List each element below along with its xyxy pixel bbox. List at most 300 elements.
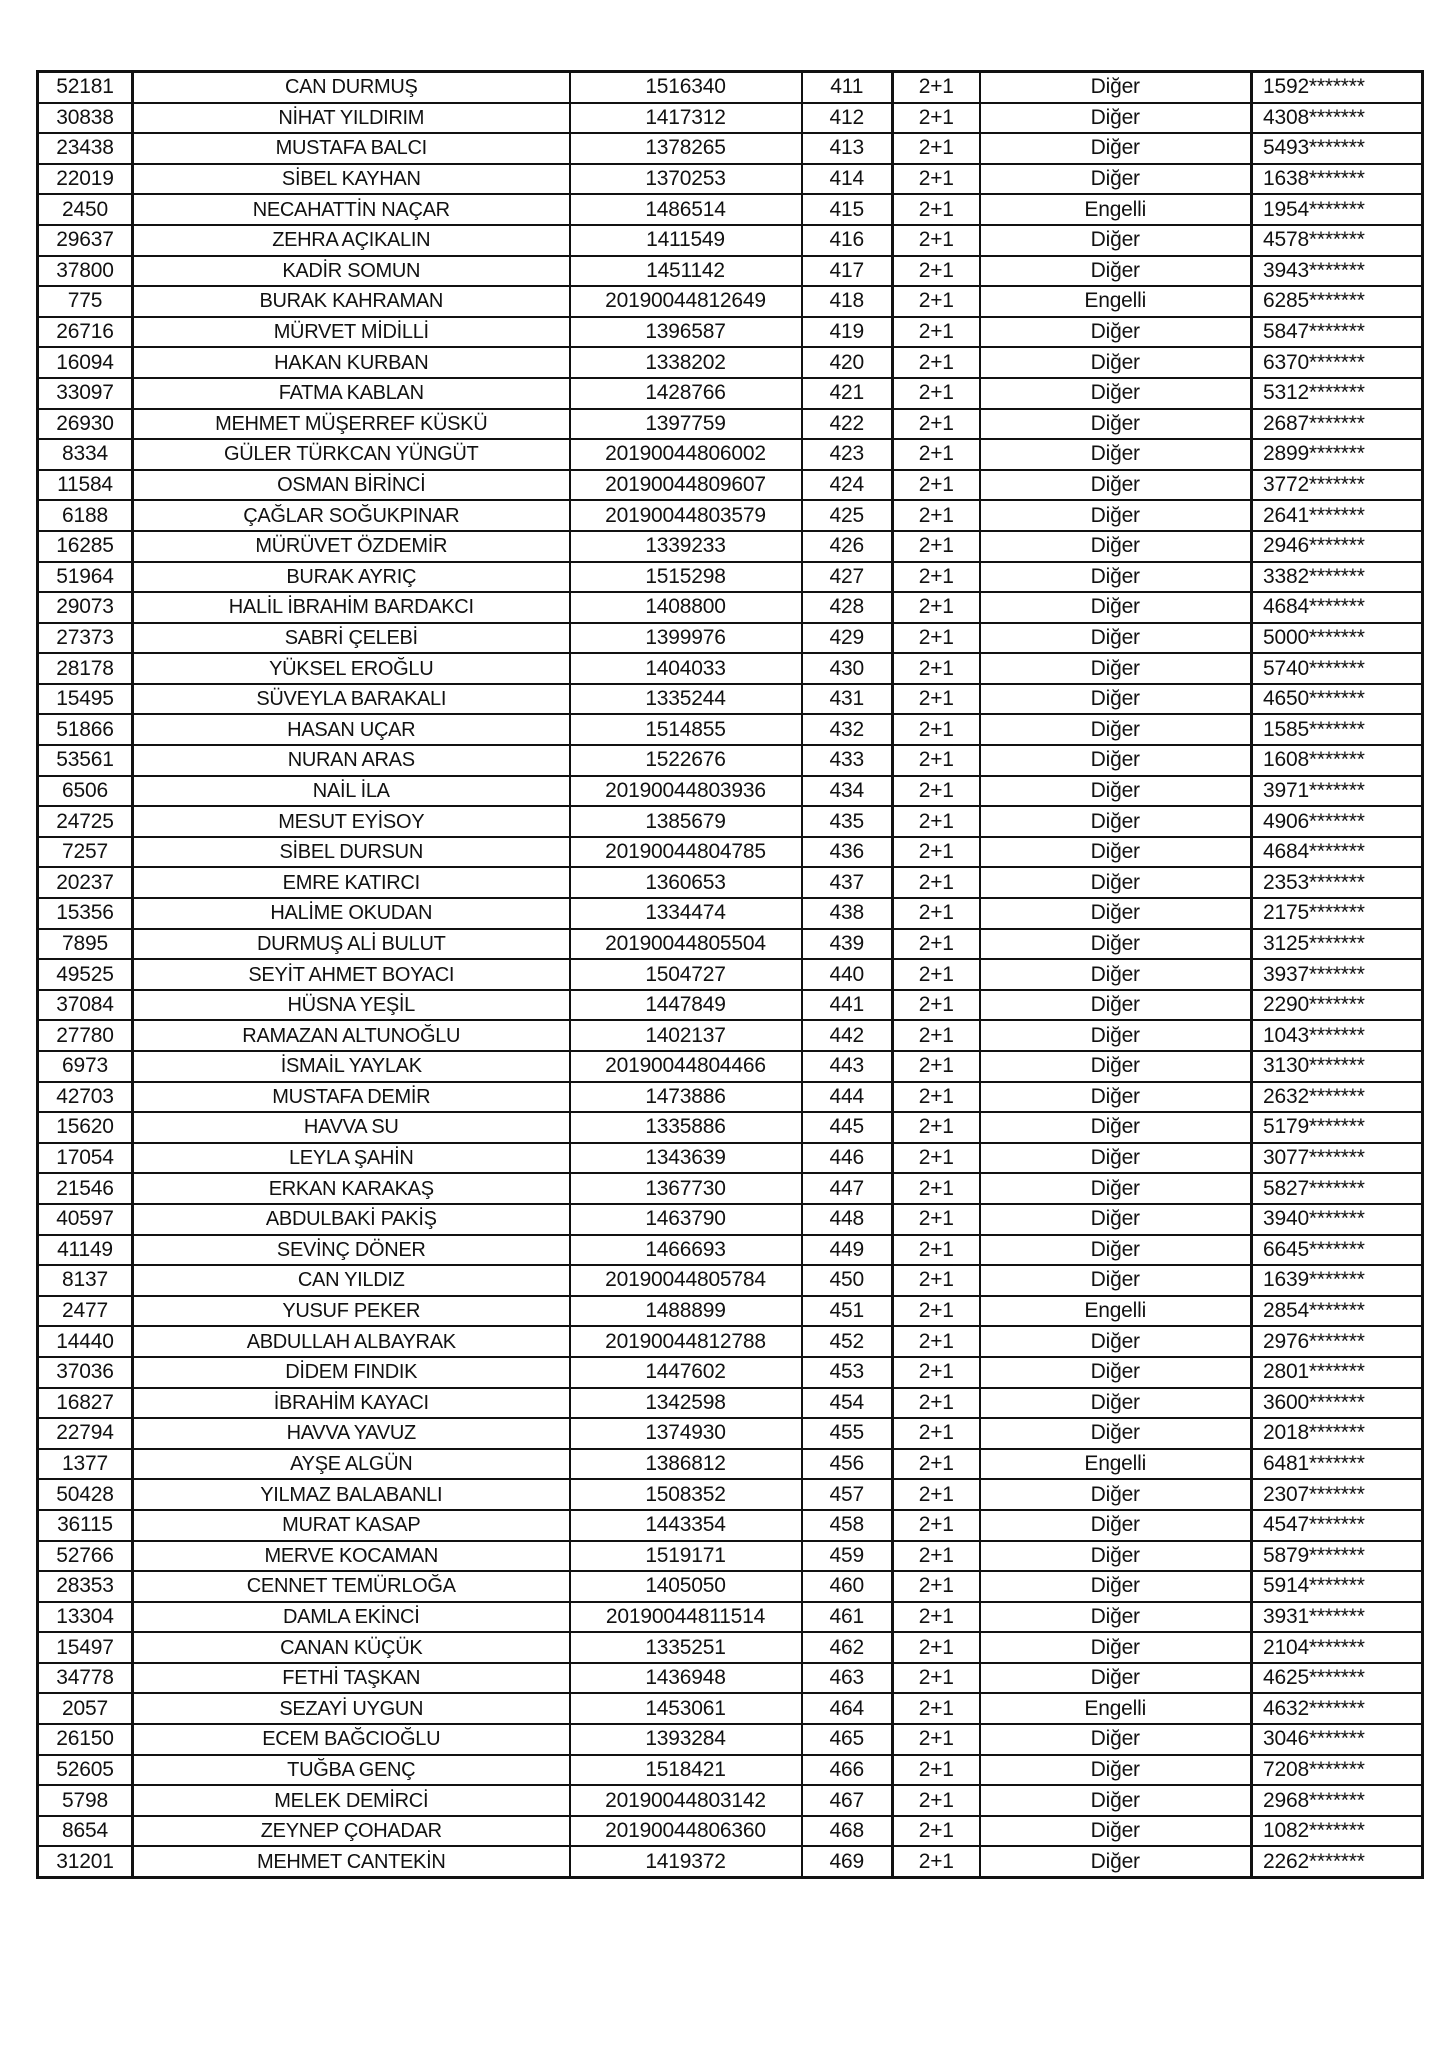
table-row: [38, 1143, 1423, 1174]
unit-number-cell: 412: [802, 103, 893, 134]
name-cell: ZEHRA AÇIKALIN: [133, 225, 570, 256]
unit-number-cell: 442: [802, 1020, 893, 1051]
category-cell: Diğer: [980, 1143, 1252, 1174]
table-row: [38, 653, 1423, 684]
application-number-cell: 1334474: [570, 898, 802, 929]
masked-id-cell: 2801*******: [1252, 1357, 1423, 1388]
unit-type-cell: 2+1: [893, 837, 980, 868]
masked-id-cell: 5914*******: [1252, 1571, 1423, 1602]
row-number-cell: 37084: [38, 990, 133, 1021]
category-cell: Diğer: [980, 959, 1252, 990]
masked-id-cell: 6285*******: [1252, 286, 1423, 317]
row-number-cell: 23438: [38, 133, 133, 164]
application-number-cell: 1516340: [570, 72, 802, 103]
unit-type-cell: 2+1: [893, 286, 980, 317]
unit-number-cell: 433: [802, 745, 893, 776]
name-cell: NURAN ARAS: [133, 745, 570, 776]
unit-type-cell: 2+1: [893, 1724, 980, 1755]
unit-number-cell: 413: [802, 133, 893, 164]
table-row: [38, 592, 1423, 623]
row-number-cell: 8654: [38, 1816, 133, 1847]
application-number-cell: 20190044804466: [570, 1051, 802, 1082]
table-row: [38, 133, 1423, 164]
application-number-cell: 20190044811514: [570, 1602, 802, 1633]
category-cell: Diğer: [980, 1724, 1252, 1755]
category-cell: Diğer: [980, 898, 1252, 929]
category-cell: Diğer: [980, 1265, 1252, 1296]
row-number-cell: 775: [38, 286, 133, 317]
unit-number-cell: 466: [802, 1755, 893, 1786]
masked-id-cell: 4625*******: [1252, 1663, 1423, 1694]
unit-type-cell: 2+1: [893, 745, 980, 776]
application-number-cell: 1335244: [570, 684, 802, 715]
masked-id-cell: 7208*******: [1252, 1755, 1423, 1786]
unit-number-cell: 465: [802, 1724, 893, 1755]
masked-id-cell: 1639*******: [1252, 1265, 1423, 1296]
row-number-cell: 2057: [38, 1693, 133, 1724]
masked-id-cell: 3125*******: [1252, 929, 1423, 960]
row-number-cell: 7895: [38, 929, 133, 960]
masked-id-cell: 6481*******: [1252, 1449, 1423, 1480]
table-row: [38, 1816, 1423, 1847]
masked-id-cell: 3046*******: [1252, 1724, 1423, 1755]
unit-type-cell: 2+1: [893, 164, 980, 195]
table-row: [38, 1082, 1423, 1113]
masked-id-cell: 2899*******: [1252, 439, 1423, 470]
row-number-cell: 22794: [38, 1418, 133, 1449]
row-number-cell: 50428: [38, 1479, 133, 1510]
unit-type-cell: 2+1: [893, 929, 980, 960]
name-cell: LEYLA ŞAHİN: [133, 1143, 570, 1174]
unit-type-cell: 2+1: [893, 256, 980, 287]
unit-number-cell: 469: [802, 1846, 893, 1877]
name-cell: CANAN KÜÇÜK: [133, 1632, 570, 1663]
table-row: [38, 225, 1423, 256]
category-cell: Diğer: [980, 1204, 1252, 1235]
category-cell: Engelli: [980, 1449, 1252, 1480]
application-number-cell: 1473886: [570, 1082, 802, 1113]
category-cell: Engelli: [980, 194, 1252, 225]
application-number-cell: 1428766: [570, 378, 802, 409]
application-number-cell: 1522676: [570, 745, 802, 776]
masked-id-cell: 3130*******: [1252, 1051, 1423, 1082]
table-row: [38, 990, 1423, 1021]
application-number-cell: 20190044803142: [570, 1785, 802, 1816]
unit-type-cell: 2+1: [893, 72, 980, 103]
masked-id-cell: 2018*******: [1252, 1418, 1423, 1449]
table-row: [38, 837, 1423, 868]
masked-id-cell: 2353*******: [1252, 867, 1423, 898]
masked-id-cell: 3600*******: [1252, 1388, 1423, 1419]
unit-type-cell: 2+1: [893, 1204, 980, 1235]
masked-id-cell: 5493*******: [1252, 133, 1423, 164]
table-row: [38, 1785, 1423, 1816]
name-cell: GÜLER TÜRKCAN YÜNGÜT: [133, 439, 570, 470]
row-number-cell: 6188: [38, 500, 133, 531]
row-number-cell: 16827: [38, 1388, 133, 1419]
name-cell: SİBEL KAYHAN: [133, 164, 570, 195]
row-number-cell: 22019: [38, 164, 133, 195]
row-number-cell: 41149: [38, 1235, 133, 1266]
category-cell: Diğer: [980, 1020, 1252, 1051]
category-cell: Diğer: [980, 133, 1252, 164]
row-number-cell: 34778: [38, 1663, 133, 1694]
row-number-cell: 20237: [38, 867, 133, 898]
row-number-cell: 26930: [38, 409, 133, 440]
name-cell: MUSTAFA DEMİR: [133, 1082, 570, 1113]
row-number-cell: 27373: [38, 623, 133, 654]
masked-id-cell: 6645*******: [1252, 1235, 1423, 1266]
masked-id-cell: 3940*******: [1252, 1204, 1423, 1235]
unit-type-cell: 2+1: [893, 684, 980, 715]
table-row: [38, 1051, 1423, 1082]
unit-number-cell: 444: [802, 1082, 893, 1113]
masked-id-cell: 2854*******: [1252, 1296, 1423, 1327]
application-number-cell: 1343639: [570, 1143, 802, 1174]
application-number-cell: 1338202: [570, 347, 802, 378]
unit-type-cell: 2+1: [893, 1479, 980, 1510]
unit-type-cell: 2+1: [893, 714, 980, 745]
table-row: [38, 1663, 1423, 1694]
unit-number-cell: 434: [802, 776, 893, 807]
table-body: [38, 72, 1423, 1878]
application-number-cell: 1515298: [570, 562, 802, 593]
application-number-cell: 1378265: [570, 133, 802, 164]
category-cell: Diğer: [980, 1112, 1252, 1143]
name-cell: DURMUŞ ALİ BULUT: [133, 929, 570, 960]
unit-number-cell: 426: [802, 531, 893, 562]
category-cell: Diğer: [980, 164, 1252, 195]
unit-number-cell: 468: [802, 1816, 893, 1847]
application-number-cell: 1335251: [570, 1632, 802, 1663]
unit-number-cell: 439: [802, 929, 893, 960]
category-cell: Diğer: [980, 72, 1252, 103]
application-number-cell: 20190044803936: [570, 776, 802, 807]
name-cell: BURAK KAHRAMAN: [133, 286, 570, 317]
table-row: [38, 256, 1423, 287]
masked-id-cell: 5000*******: [1252, 623, 1423, 654]
unit-type-cell: 2+1: [893, 225, 980, 256]
masked-id-cell: 2946*******: [1252, 531, 1423, 562]
masked-id-cell: 2687*******: [1252, 409, 1423, 440]
masked-id-cell: 4632*******: [1252, 1693, 1423, 1724]
row-number-cell: 28178: [38, 653, 133, 684]
unit-type-cell: 2+1: [893, 1265, 980, 1296]
category-cell: Diğer: [980, 1235, 1252, 1266]
masked-id-cell: 1954*******: [1252, 194, 1423, 225]
unit-type-cell: 2+1: [893, 1846, 980, 1877]
table-row: [38, 1204, 1423, 1235]
category-cell: Diğer: [980, 1632, 1252, 1663]
category-cell: Diğer: [980, 1357, 1252, 1388]
unit-type-cell: 2+1: [893, 1541, 980, 1572]
name-cell: DAMLA EKİNCİ: [133, 1602, 570, 1633]
row-number-cell: 36115: [38, 1510, 133, 1541]
name-cell: HASAN UÇAR: [133, 714, 570, 745]
application-number-cell: 1385679: [570, 806, 802, 837]
category-cell: Engelli: [980, 1296, 1252, 1327]
unit-number-cell: 454: [802, 1388, 893, 1419]
masked-id-cell: 1638*******: [1252, 164, 1423, 195]
application-number-cell: 1514855: [570, 714, 802, 745]
masked-id-cell: 2968*******: [1252, 1785, 1423, 1816]
results-table: [36, 70, 1424, 1879]
name-cell: HAKAN KURBAN: [133, 347, 570, 378]
unit-number-cell: 456: [802, 1449, 893, 1480]
name-cell: CAN YILDIZ: [133, 1265, 570, 1296]
name-cell: ABDULLAH ALBAYRAK: [133, 1326, 570, 1357]
category-cell: Diğer: [980, 1571, 1252, 1602]
table-row: [38, 1602, 1423, 1633]
unit-number-cell: 437: [802, 867, 893, 898]
table-row: [38, 684, 1423, 715]
masked-id-cell: 1585*******: [1252, 714, 1423, 745]
unit-type-cell: 2+1: [893, 1357, 980, 1388]
application-number-cell: 1419372: [570, 1846, 802, 1877]
table-row: [38, 1449, 1423, 1480]
unit-number-cell: 436: [802, 837, 893, 868]
masked-id-cell: 1592*******: [1252, 72, 1423, 103]
unit-type-cell: 2+1: [893, 1020, 980, 1051]
unit-type-cell: 2+1: [893, 1143, 980, 1174]
category-cell: Diğer: [980, 1388, 1252, 1419]
unit-type-cell: 2+1: [893, 1816, 980, 1847]
row-number-cell: 5798: [38, 1785, 133, 1816]
table-row: [38, 194, 1423, 225]
unit-type-cell: 2+1: [893, 1296, 980, 1327]
unit-number-cell: 449: [802, 1235, 893, 1266]
table-row: [38, 959, 1423, 990]
unit-number-cell: 418: [802, 286, 893, 317]
application-number-cell: 1463790: [570, 1204, 802, 1235]
table-row: [38, 898, 1423, 929]
unit-number-cell: 460: [802, 1571, 893, 1602]
application-number-cell: 1396587: [570, 317, 802, 348]
table-row: [38, 317, 1423, 348]
table-row: [38, 378, 1423, 409]
row-number-cell: 42703: [38, 1082, 133, 1113]
table-row: [38, 1846, 1423, 1877]
unit-number-cell: 416: [802, 225, 893, 256]
table-row: [38, 776, 1423, 807]
application-number-cell: 1417312: [570, 103, 802, 134]
category-cell: Diğer: [980, 347, 1252, 378]
name-cell: İSMAİL YAYLAK: [133, 1051, 570, 1082]
application-number-cell: 1360653: [570, 867, 802, 898]
application-number-cell: 1339233: [570, 531, 802, 562]
name-cell: DİDEM FINDIK: [133, 1357, 570, 1388]
masked-id-cell: 4684*******: [1252, 837, 1423, 868]
name-cell: ABDULBAKİ PAKİŞ: [133, 1204, 570, 1235]
unit-number-cell: 448: [802, 1204, 893, 1235]
row-number-cell: 15495: [38, 684, 133, 715]
unit-number-cell: 425: [802, 500, 893, 531]
row-number-cell: 52605: [38, 1755, 133, 1786]
name-cell: BURAK AYRIÇ: [133, 562, 570, 593]
application-number-cell: 1453061: [570, 1693, 802, 1724]
category-cell: Diğer: [980, 470, 1252, 501]
category-cell: Diğer: [980, 1510, 1252, 1541]
unit-type-cell: 2+1: [893, 1602, 980, 1633]
row-number-cell: 51866: [38, 714, 133, 745]
name-cell: SÜVEYLA BARAKALI: [133, 684, 570, 715]
unit-type-cell: 2+1: [893, 1785, 980, 1816]
application-number-cell: 1402137: [570, 1020, 802, 1051]
unit-type-cell: 2+1: [893, 103, 980, 134]
table-row: [38, 1724, 1423, 1755]
unit-number-cell: 458: [802, 1510, 893, 1541]
category-cell: Diğer: [980, 409, 1252, 440]
unit-type-cell: 2+1: [893, 1051, 980, 1082]
unit-type-cell: 2+1: [893, 409, 980, 440]
name-cell: OSMAN BİRİNCİ: [133, 470, 570, 501]
name-cell: SİBEL DURSUN: [133, 837, 570, 868]
application-number-cell: 1374930: [570, 1418, 802, 1449]
table-row: [38, 1632, 1423, 1663]
category-cell: Diğer: [980, 1326, 1252, 1357]
unit-type-cell: 2+1: [893, 1663, 980, 1694]
name-cell: MÜRVET MİDİLLİ: [133, 317, 570, 348]
unit-number-cell: 431: [802, 684, 893, 715]
name-cell: MUSTAFA BALCI: [133, 133, 570, 164]
name-cell: ZEYNEP ÇOHADAR: [133, 1816, 570, 1847]
category-cell: Diğer: [980, 867, 1252, 898]
row-number-cell: 52181: [38, 72, 133, 103]
category-cell: Diğer: [980, 684, 1252, 715]
unit-number-cell: 464: [802, 1693, 893, 1724]
table-row: [38, 164, 1423, 195]
table-row: [38, 806, 1423, 837]
unit-number-cell: 467: [802, 1785, 893, 1816]
name-cell: FETHİ TAŞKAN: [133, 1663, 570, 1694]
table-row: [38, 1296, 1423, 1327]
masked-id-cell: 3382*******: [1252, 562, 1423, 593]
table-row: [38, 1326, 1423, 1357]
application-number-cell: 20190044806002: [570, 439, 802, 470]
unit-number-cell: 450: [802, 1265, 893, 1296]
category-cell: Diğer: [980, 562, 1252, 593]
category-cell: Diğer: [980, 317, 1252, 348]
unit-number-cell: 411: [802, 72, 893, 103]
table-row: [38, 1571, 1423, 1602]
category-cell: Diğer: [980, 592, 1252, 623]
category-cell: Diğer: [980, 837, 1252, 868]
row-number-cell: 2450: [38, 194, 133, 225]
unit-number-cell: 441: [802, 990, 893, 1021]
category-cell: Diğer: [980, 1785, 1252, 1816]
application-number-cell: 20190044803579: [570, 500, 802, 531]
application-number-cell: 1367730: [570, 1173, 802, 1204]
masked-id-cell: 5879*******: [1252, 1541, 1423, 1572]
category-cell: Diğer: [980, 1663, 1252, 1694]
unit-number-cell: 415: [802, 194, 893, 225]
category-cell: Diğer: [980, 531, 1252, 562]
unit-type-cell: 2+1: [893, 562, 980, 593]
masked-id-cell: 3971*******: [1252, 776, 1423, 807]
table-row: [38, 929, 1423, 960]
table-row: [38, 1510, 1423, 1541]
unit-number-cell: 429: [802, 623, 893, 654]
row-number-cell: 11584: [38, 470, 133, 501]
application-number-cell: 1335886: [570, 1112, 802, 1143]
row-number-cell: 40597: [38, 1204, 133, 1235]
name-cell: ECEM BAĞCIOĞLU: [133, 1724, 570, 1755]
category-cell: Engelli: [980, 1693, 1252, 1724]
table-row: [38, 1541, 1423, 1572]
unit-number-cell: 452: [802, 1326, 893, 1357]
application-number-cell: 1443354: [570, 1510, 802, 1541]
application-number-cell: 1447602: [570, 1357, 802, 1388]
row-number-cell: 15620: [38, 1112, 133, 1143]
category-cell: Diğer: [980, 256, 1252, 287]
category-cell: Diğer: [980, 806, 1252, 837]
unit-number-cell: 457: [802, 1479, 893, 1510]
row-number-cell: 37800: [38, 256, 133, 287]
name-cell: ERKAN KARAKAŞ: [133, 1173, 570, 1204]
row-number-cell: 49525: [38, 959, 133, 990]
unit-type-cell: 2+1: [893, 1510, 980, 1541]
table-row: [38, 1418, 1423, 1449]
name-cell: ÇAĞLAR SOĞUKPINAR: [133, 500, 570, 531]
name-cell: CENNET TEMÜRLOĞA: [133, 1571, 570, 1602]
row-number-cell: 30838: [38, 103, 133, 134]
unit-number-cell: 451: [802, 1296, 893, 1327]
category-cell: Diğer: [980, 653, 1252, 684]
unit-number-cell: 463: [802, 1663, 893, 1694]
application-number-cell: 1404033: [570, 653, 802, 684]
name-cell: İBRAHİM KAYACI: [133, 1388, 570, 1419]
name-cell: MEHMET CANTEKİN: [133, 1846, 570, 1877]
application-number-cell: 1447849: [570, 990, 802, 1021]
name-cell: MESUT EYİSOY: [133, 806, 570, 837]
unit-number-cell: 422: [802, 409, 893, 440]
masked-id-cell: 2175*******: [1252, 898, 1423, 929]
unit-number-cell: 462: [802, 1632, 893, 1663]
unit-type-cell: 2+1: [893, 1326, 980, 1357]
category-cell: Diğer: [980, 1541, 1252, 1572]
masked-id-cell: 3772*******: [1252, 470, 1423, 501]
name-cell: FATMA KABLAN: [133, 378, 570, 409]
application-number-cell: 1386812: [570, 1449, 802, 1480]
row-number-cell: 15356: [38, 898, 133, 929]
unit-number-cell: 430: [802, 653, 893, 684]
category-cell: Diğer: [980, 990, 1252, 1021]
unit-type-cell: 2+1: [893, 1235, 980, 1266]
unit-type-cell: 2+1: [893, 133, 980, 164]
table-row: [38, 500, 1423, 531]
name-cell: HAVVA YAVUZ: [133, 1418, 570, 1449]
row-number-cell: 1377: [38, 1449, 133, 1480]
unit-type-cell: 2+1: [893, 347, 980, 378]
unit-type-cell: 2+1: [893, 592, 980, 623]
category-cell: Diğer: [980, 1602, 1252, 1633]
masked-id-cell: 4650*******: [1252, 684, 1423, 715]
unit-type-cell: 2+1: [893, 1449, 980, 1480]
masked-id-cell: 5179*******: [1252, 1112, 1423, 1143]
unit-type-cell: 2+1: [893, 1388, 980, 1419]
unit-type-cell: 2+1: [893, 1693, 980, 1724]
table-row: [38, 623, 1423, 654]
row-number-cell: 8137: [38, 1265, 133, 1296]
table-row: [38, 470, 1423, 501]
table-row: [38, 1173, 1423, 1204]
masked-id-cell: 3077*******: [1252, 1143, 1423, 1174]
row-number-cell: 53561: [38, 745, 133, 776]
masked-id-cell: 5312*******: [1252, 378, 1423, 409]
category-cell: Diğer: [980, 225, 1252, 256]
name-cell: CAN DURMUŞ: [133, 72, 570, 103]
unit-type-cell: 2+1: [893, 990, 980, 1021]
